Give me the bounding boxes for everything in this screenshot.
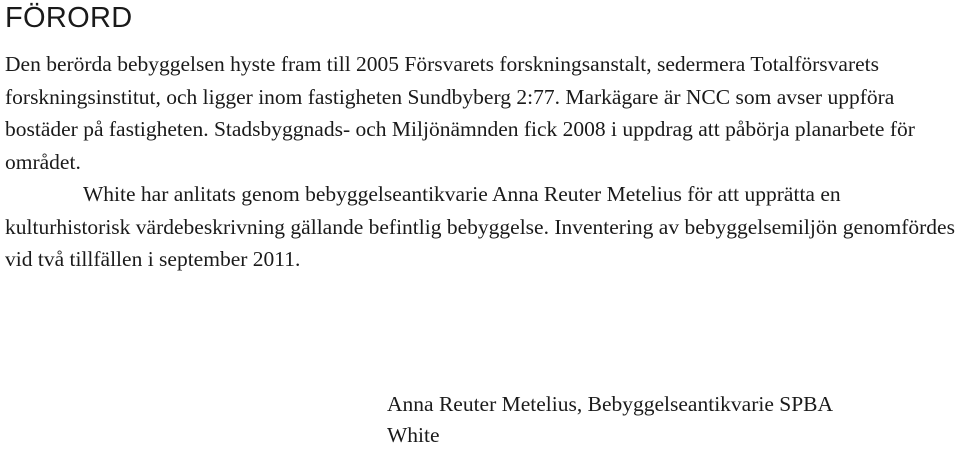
preface-body (5, 48, 957, 276)
paragraph-intro: Den berörda bebyggelsen hyste fram till 2005 Försvarets forskningsanstalt, sedermera Totalförsvarets forskningsinstitut, och ligger inom fastigheten Sundbyberg 2:77. Markägare är NCC som avser uppföra bostäder på fastigheten. Stadsbyggnads- och Miljönämnden fick 2008 i uppdrag att påbörja planarbete för området. (5, 52, 915, 174)
paragraph-commission: White har anlitats genom bebyggelseantikvarie Anna Reuter Metelius för att upprätta en kulturhistorisk värdebeskrivning gällande befintlig bebyggelse. Inventering av bebyggelsemiljön genomfördes vid två tillfällen i september 2011. (5, 182, 955, 271)
signature-name-title: Anna Reuter Metelius, Bebyggelseantikvarie SPBA (387, 392, 834, 416)
page-title: FÖRORD (5, 2, 133, 34)
signature-block (387, 389, 833, 451)
signature-company: White (387, 423, 440, 447)
